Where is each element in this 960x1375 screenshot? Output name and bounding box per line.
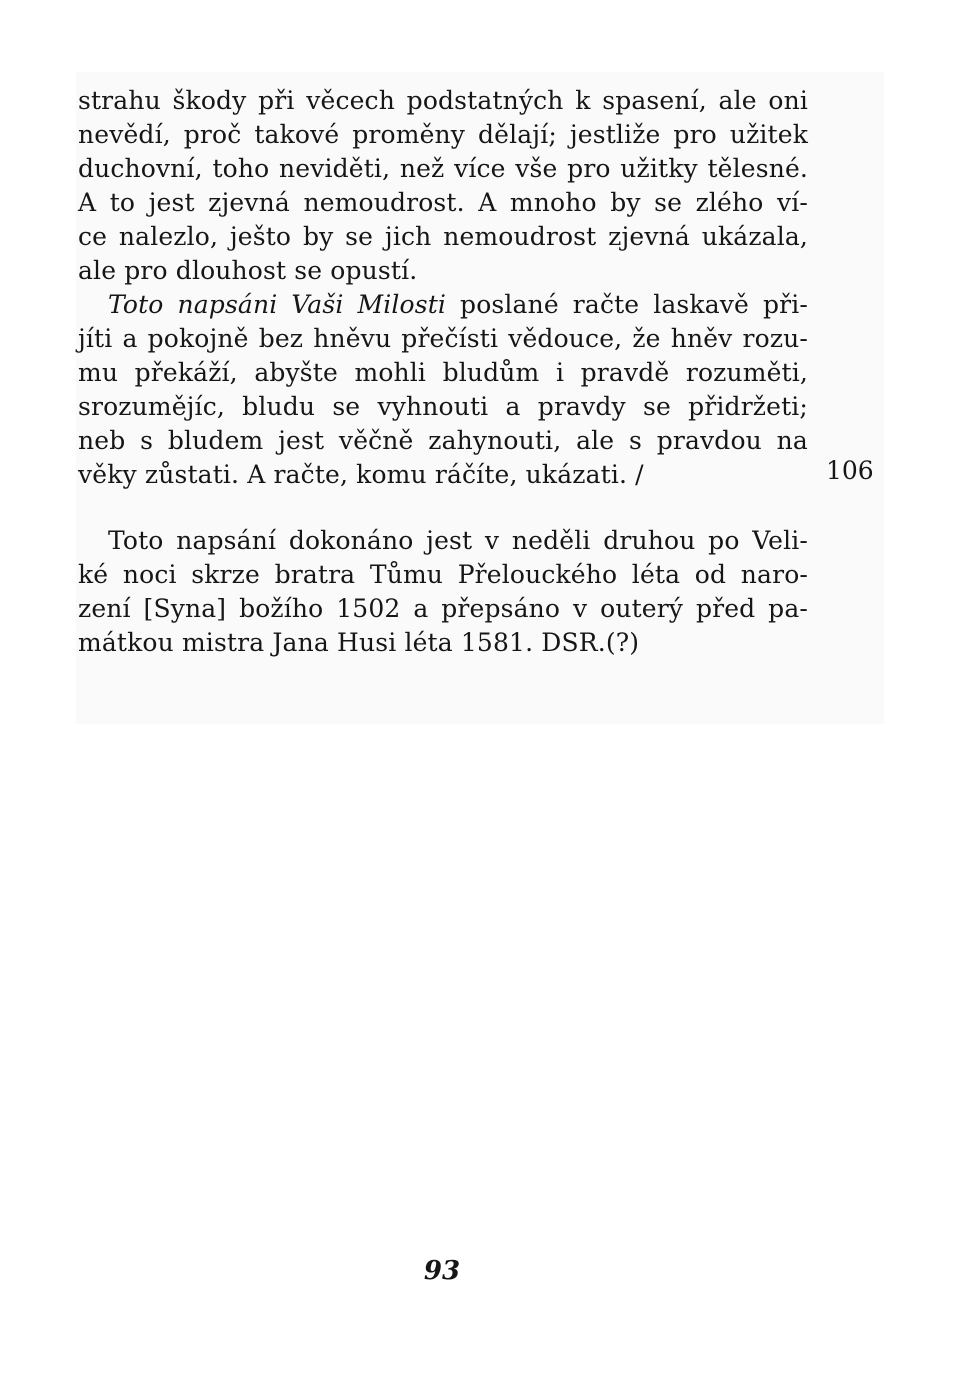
text-line: A to jest zjevná nemoudrost. A mnoho by se zlého ví- (78, 188, 808, 217)
text-line: zení [Syna] božího 1502 a přepsáno v outerý před pa- (78, 594, 808, 623)
text-line: ale pro dlouhost se opustí. (78, 256, 418, 285)
text-line: nevědí, proč takové proměny dělají; jestliže pro užitek (78, 120, 808, 149)
text-line: ké noci skrze bratra Tůmu Přelouckého léta od naro- (78, 560, 808, 589)
text-line: jíti a pokojně bez hněvu přečísti vědouce, že hněv rozu- (78, 324, 808, 353)
text-line: strahu škody při věcech podstatných k spasení, ale oni (78, 86, 808, 115)
page-number: 93 (423, 1256, 461, 1286)
colophon-text-block (78, 524, 808, 660)
text-line: mátkou mistra Jana Husi léta 1581. DSR.(?) (78, 628, 640, 657)
text-fragment: poslané račte laskavě při- (446, 290, 808, 319)
text-line (78, 288, 808, 322)
margin-folio-number: 106 (826, 456, 874, 485)
text-line: Toto napsání dokonáno jest v neděli druhou po Veli- (108, 526, 808, 555)
text-line: ce nalezlo, ješto by se jich nemoudrost zjevná ukázala, (78, 222, 808, 251)
italic-title: Toto napsáni Vaši Milosti (108, 290, 447, 319)
text-line: věky zůstati. A račte, komu ráčíte, ukázati. / (78, 460, 644, 489)
main-text-block (78, 84, 808, 492)
text-line: neb s bludem jest věčně zahynouti, ale s pravdou na (78, 426, 808, 455)
text-line: duchovní, toho neviděti, než více vše pro užitky tělesné. (78, 154, 808, 183)
text-line: srozumějíc, bludu se vyhnouti a pravdy se přidržeti; (78, 392, 808, 421)
text-line: mu překáží, abyšte mohli bludům i pravdě rozuměti, (78, 358, 808, 387)
